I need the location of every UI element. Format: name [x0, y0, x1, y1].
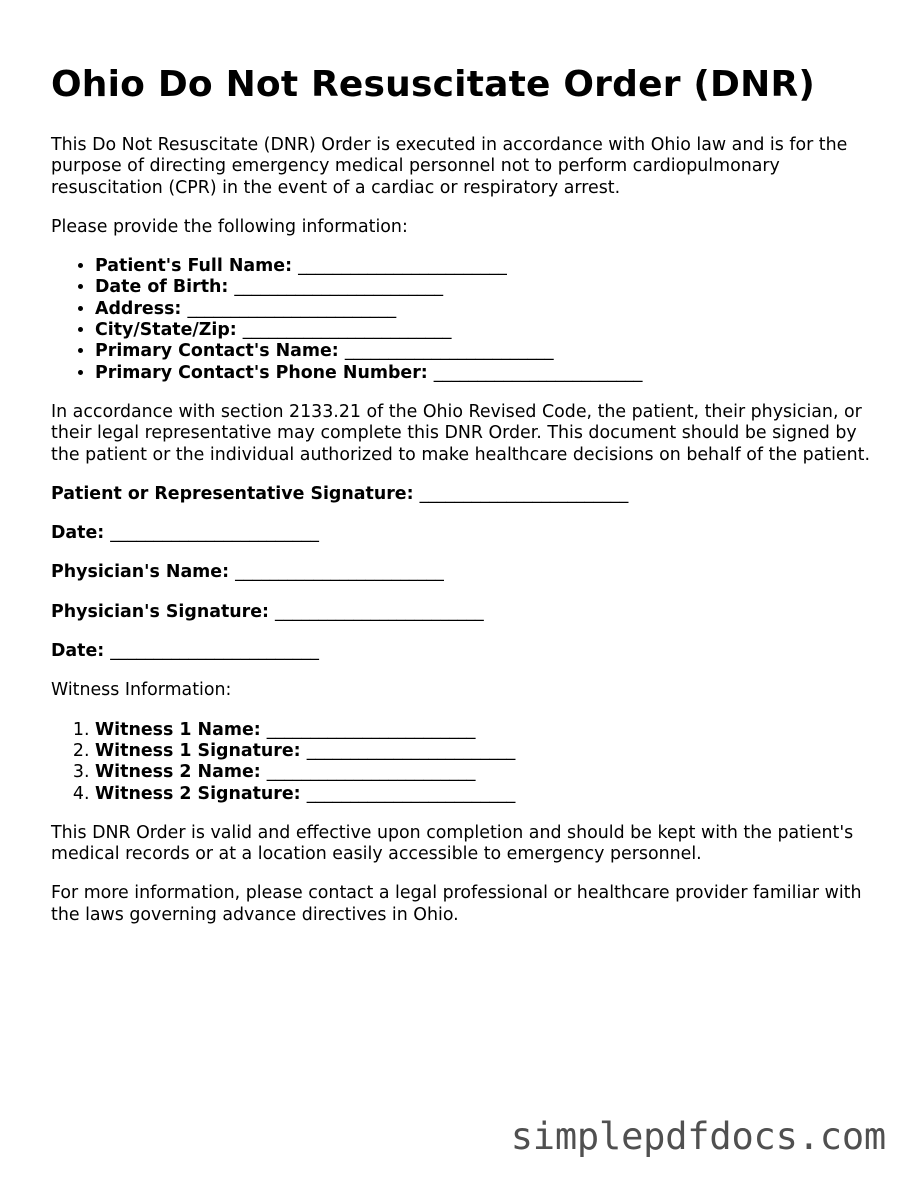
physician-signature-field: [51, 602, 871, 623]
physician-name-field: [51, 562, 871, 583]
witness-1-signature-field: [95, 741, 871, 762]
date-of-birth-field: [95, 277, 871, 298]
field-label: Date:: [51, 641, 105, 662]
field-label: Date:: [51, 523, 105, 544]
field-label: Witness 1 Name:: [95, 719, 261, 740]
witness-heading: Witness Information:: [51, 680, 232, 701]
blank-line: ________________________: [110, 523, 319, 544]
patient-info-list: [51, 256, 871, 384]
blank-line: ________________________: [306, 783, 516, 804]
field-label: Date of Birth:: [95, 277, 229, 298]
witness-2-name-field: [95, 762, 871, 783]
field-label: Witness 2 Name:: [95, 762, 261, 783]
field-label: Primary Contact's Phone Number:: [95, 362, 428, 383]
blank-line: ________________________: [242, 320, 452, 341]
blank-line: ________________________: [266, 719, 476, 740]
blank-line: ________________________: [433, 362, 643, 383]
document-page: [51, 62, 871, 944]
witness-1-name-field: [95, 720, 871, 741]
primary-contact-name-field: [95, 341, 871, 362]
blank-line: ________________________: [266, 762, 476, 783]
primary-contact-phone-field: [95, 363, 871, 384]
field-label: Patient or Representative Signature:: [51, 483, 414, 504]
blank-line: ________________________: [419, 483, 629, 504]
field-label: Address:: [95, 298, 182, 319]
brand-watermark: simplepdfdocs.com: [510, 1115, 886, 1158]
blank-line: ________________________: [275, 601, 484, 622]
date-field: [51, 523, 871, 544]
blank-line: ________________________: [298, 256, 507, 277]
representative-signature-field: [51, 484, 871, 505]
field-label: Physician's Name:: [51, 562, 230, 583]
physician-date-field: [51, 641, 871, 662]
address-field: [95, 299, 871, 320]
contact-paragraph: For more information, please contact a legal professional or healthcare provider familiar with the laws governing advance directives in Ohio.: [51, 883, 862, 925]
blank-line: ________________________: [306, 740, 516, 761]
patient-full-name-field: [95, 256, 871, 277]
field-label: Primary Contact's Name:: [95, 341, 339, 362]
blank-line: ________________________: [110, 641, 319, 662]
field-label: Patient's Full Name:: [95, 256, 293, 277]
field-label: Physician's Signature:: [51, 601, 269, 622]
info-prompt: Please provide the following information:: [51, 216, 408, 237]
blank-line: ________________________: [234, 277, 444, 298]
document-title: Ohio Do Not Resuscitate Order (DNR): [51, 64, 816, 105]
intro-paragraph: This Do Not Resuscitate (DNR) Order is executed in accordance with Ohio law and is for the purpose of directing emergency medical personnel not to perform cardiopulmonary resuscitation (CPR) in the event of a cardiac or respiratory arrest.: [51, 135, 848, 198]
field-label: Witness 2 Signature:: [95, 783, 301, 804]
city-state-zip-field: [95, 320, 871, 341]
field-label: City/State/Zip:: [95, 320, 237, 341]
validity-paragraph: This DNR Order is valid and effective upon completion and should be kept with the patient's medical records or at a location easily accessible to emergency personnel.: [51, 822, 854, 865]
witness-list: [51, 720, 871, 805]
legal-paragraph: In accordance with section 2133.21 of the Ohio Revised Code, the patient, their physician, or their legal representative may complete this DNR Order. This document should be signed by the patient or the individual authorized to make healthcare decisions on behalf of the patient.: [51, 401, 870, 465]
blank-line: ________________________: [235, 562, 444, 583]
field-label: Witness 1 Signature:: [95, 740, 301, 761]
blank-line: ________________________: [344, 341, 554, 362]
blank-line: ________________________: [187, 298, 397, 319]
witness-2-signature-field: [95, 784, 871, 805]
